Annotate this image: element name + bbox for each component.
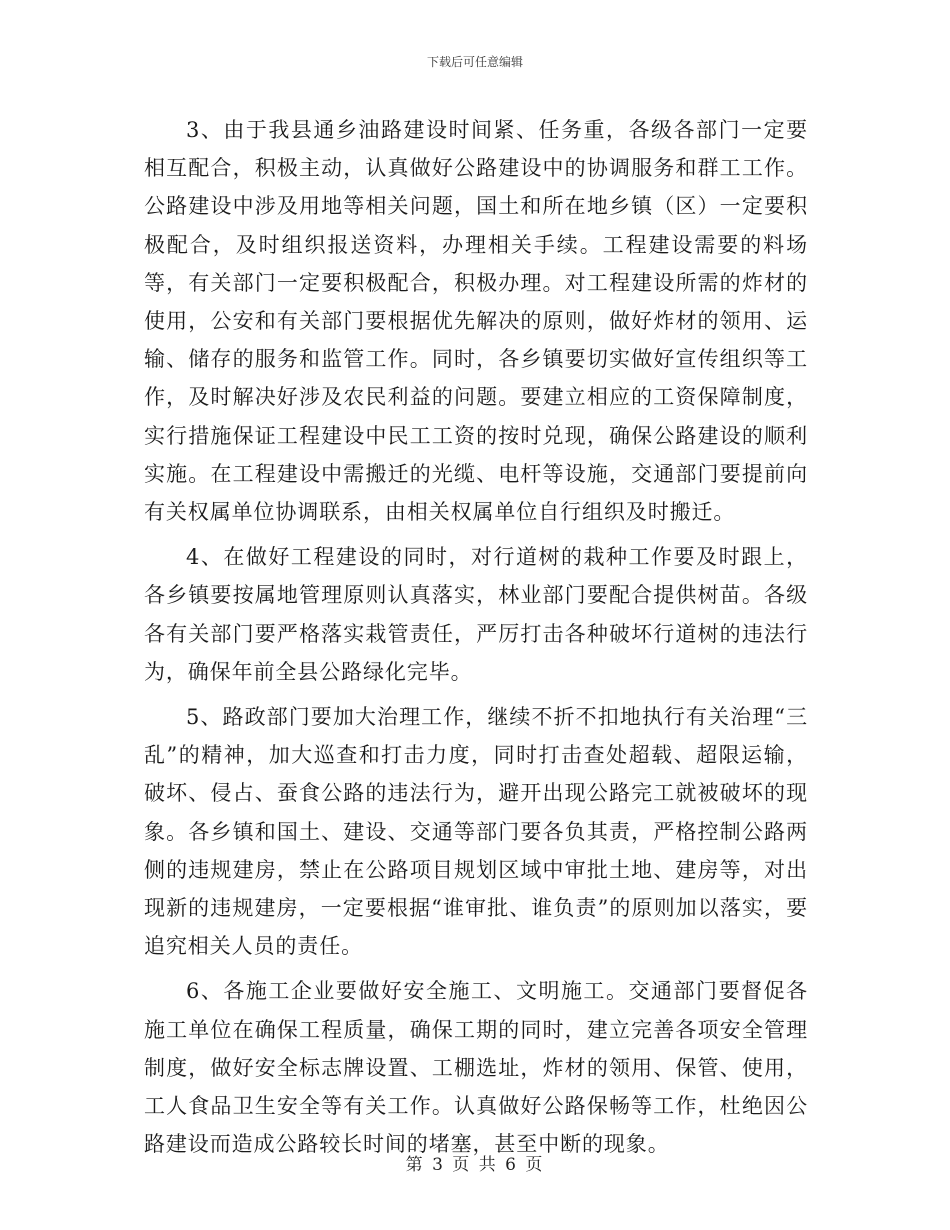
paragraph-item-6: 6、各施工企业要做好安全施工、文明施工。交通部门要督促各施工单位在确保工程质量，确保工期的同时，建立完善各项安全管理制度，做好安全标志牌设置、工棚选址，炸材的领用、保管、使用，工人食品卫生安全等有关工作。认真做好公路保畅等工作，杜绝因公路建设而造成公路较长时间的堵塞，甚至中断的现象。	[144, 979, 808, 1157]
document-body	[144, 111, 808, 1170]
paragraph-item-3: 3、由于我县通乡油路建设时间紧、任务重，各级各部门一定要相互配合，积极主动，认真做好公路建设中的协调服务和群工工作。公路建设中涉及用地等相关问题，国土和所在地乡镇（区）一定要积极配合，及时组织报送资料，办理相关手续。工程建设需要的料场等，有关部门一定要积极配合，积极办理。对工程建设所需的炸材的使用，公安和有关部门要根据优先解决的原则，做好炸材的领用、运输、储存的服务和监管工作。同时，各乡镇要切实做好宣传组织等工作，及时解决好涉及农民利益的问题。要建立相应的工资保障制度，实行措施保证工程建设中民工工资的按时兑现，确保公路建设的顺利实施。在工程建设中需搬迁的光缆、电杆等设施，交通部门要提前向有关权属单位协调联系，由相关权属单位自行组织及时搬迁。	[144, 118, 808, 525]
paragraph-item-5: 5、路政部门要加大治理工作，继续不折不扣地执行有关治理“三乱”的精神，加大巡查和打击力度，同时打击查处超载、超限运输，破坏、侵占、蚕食公路的违法行为，避开出现公路完工就被破坏的现象。各乡镇和国土、建设、交通等部门要各负其责，严格控制公路两侧的违规建房，禁止在公路项目规划区域中审批土地、建房等，对出现新的违规建房，一定要根据“谁审批、谁负责”的原则加以落实，要追究相关人员的责任。	[144, 705, 808, 959]
page-number: 第 3 页 共 6 页	[405, 1155, 545, 1175]
paragraph-item-4: 4、在做好工程建设的同时，对行道树的栽种工作要及时跟上，各乡镇要按属地管理原则认真落实，林业部门要配合提供树苗。各级各有关部门要严格落实栽管责任，严厉打击各种破坏行道树的违法行为，确保年前全县公路绿化完毕。	[144, 545, 808, 684]
page-header: 下载后可任意编辑	[426, 55, 523, 69]
